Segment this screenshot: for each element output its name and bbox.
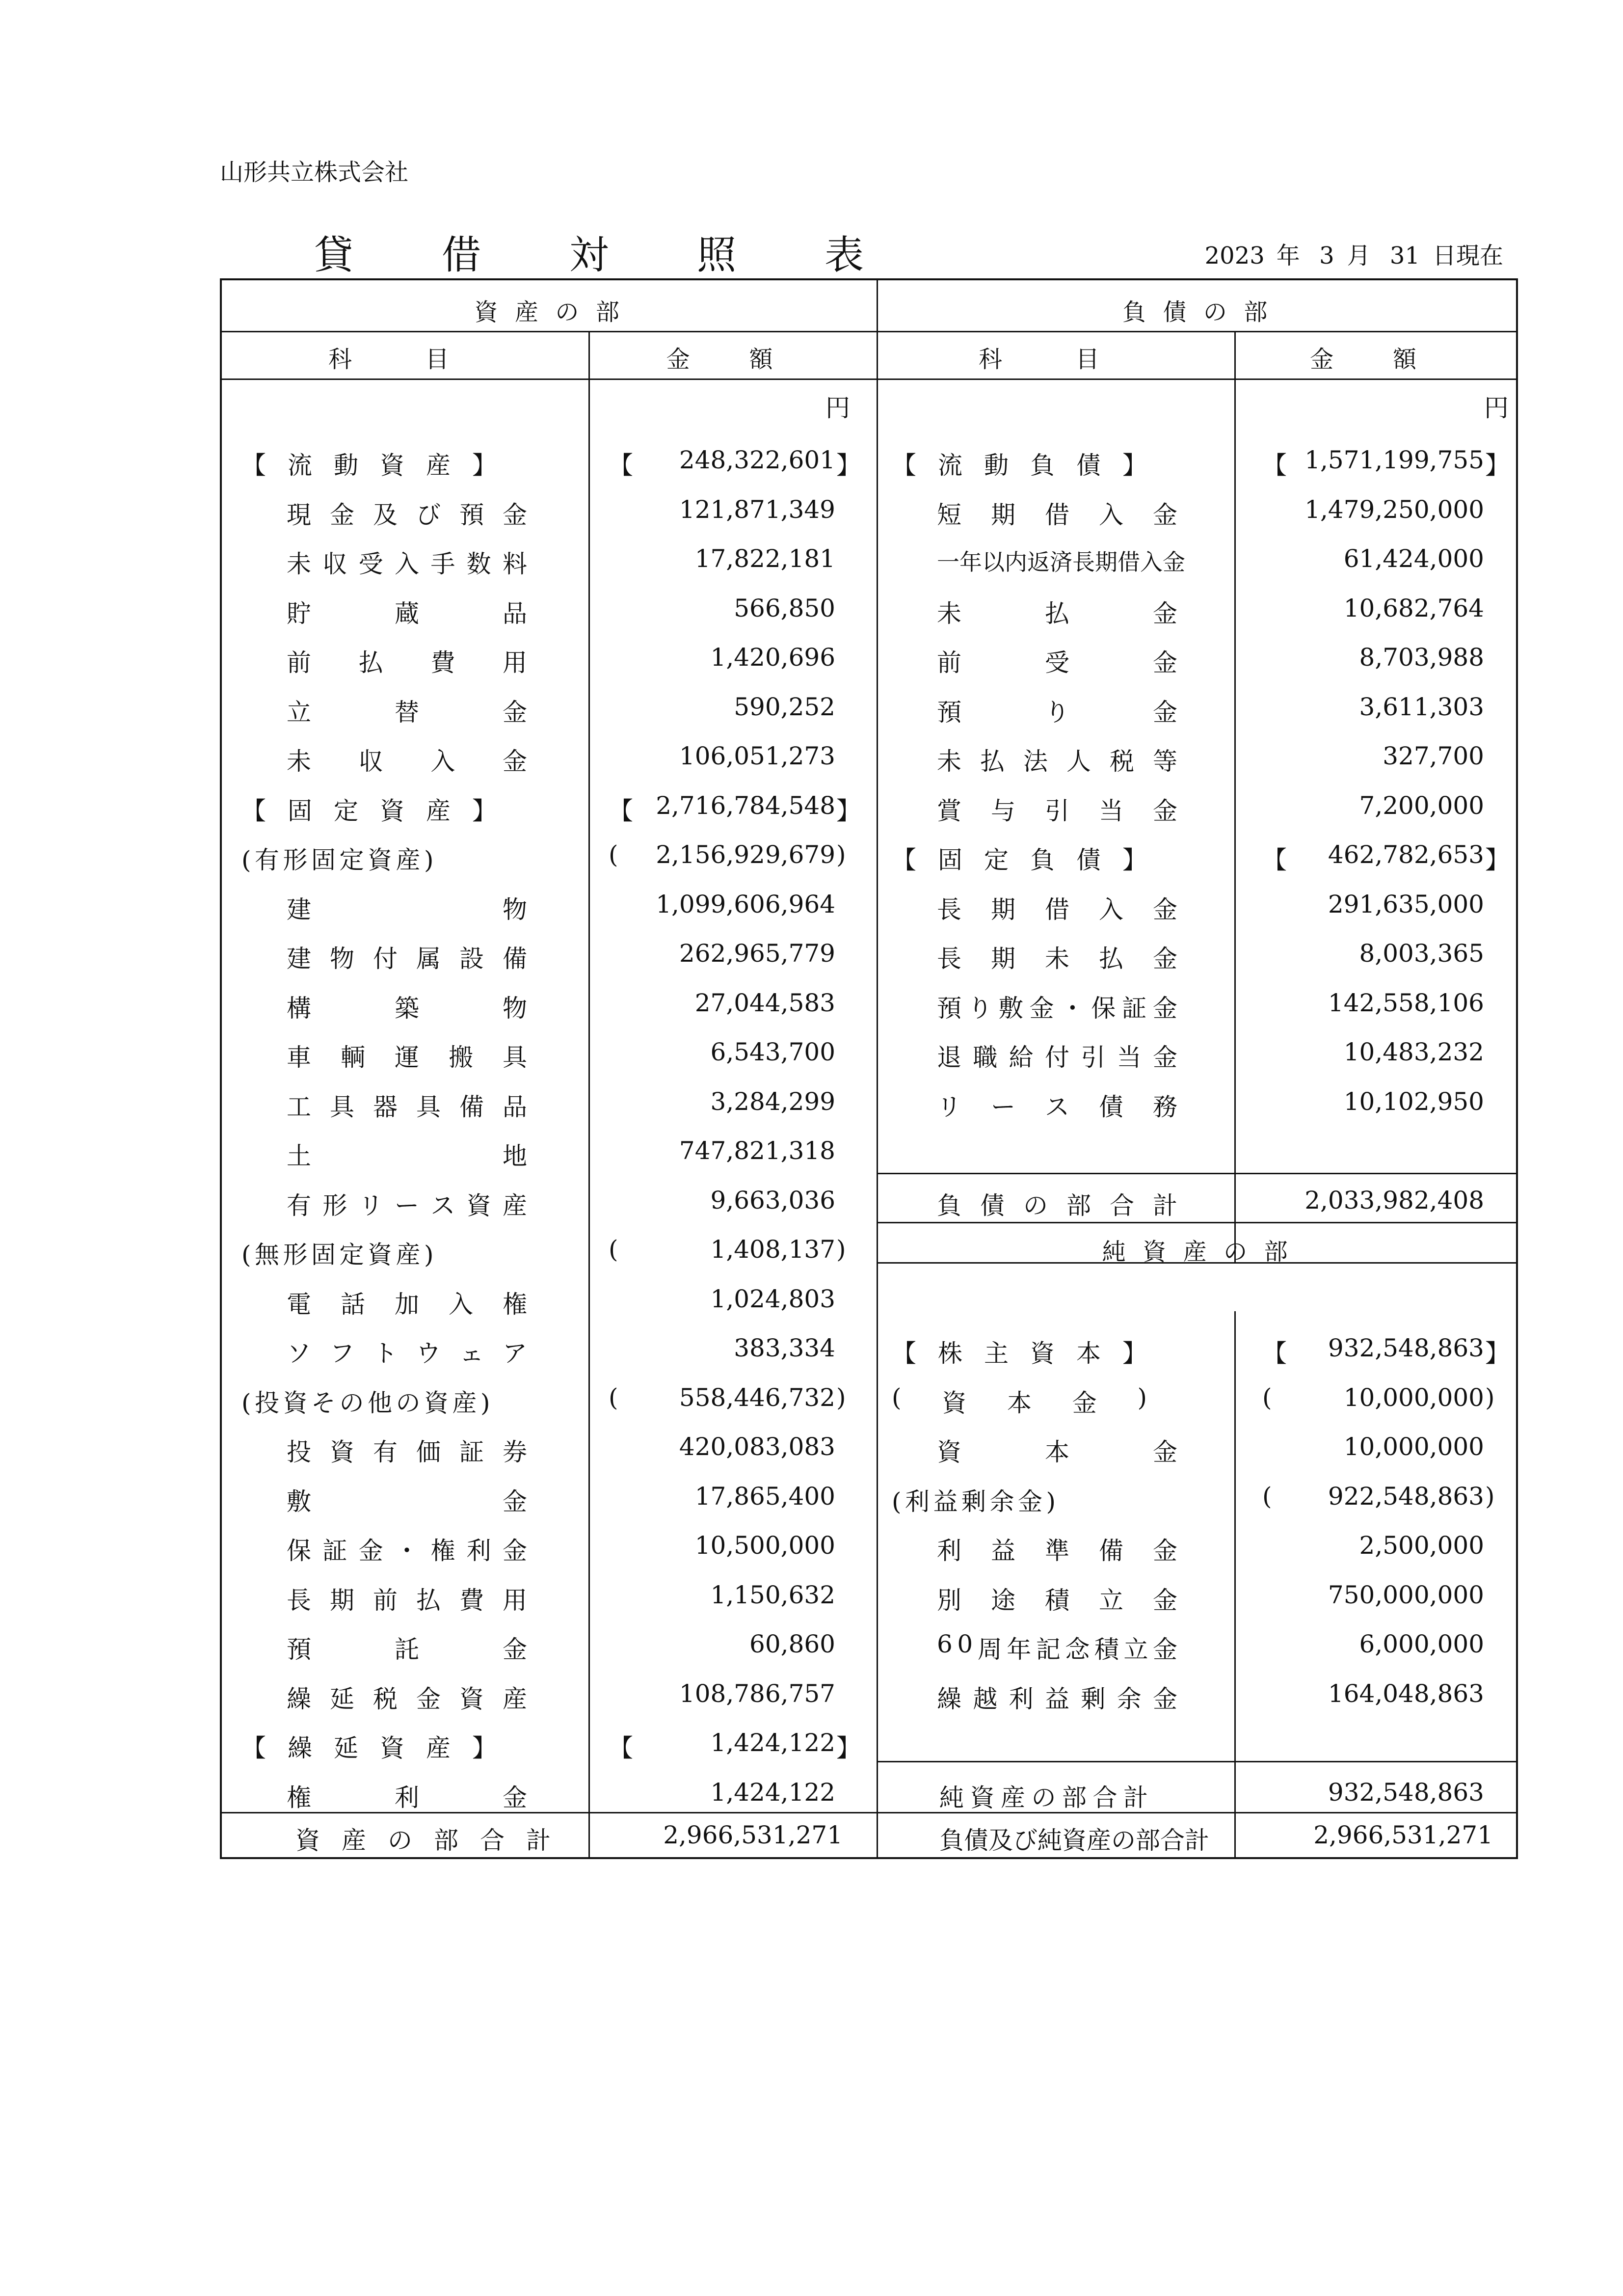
assets-section-header: 資 産 の 部 bbox=[474, 298, 624, 326]
liab-amount-header: 金 額 bbox=[1310, 346, 1442, 373]
title-char: 対 bbox=[569, 232, 609, 278]
liab-row-amount: 10,483,232 bbox=[1343, 1038, 1484, 1066]
asset-row-amount: 9,663,036 bbox=[710, 1186, 835, 1215]
liab-row-amount: 1,571,199,755 bbox=[1304, 446, 1484, 474]
asset-row-label: 保 証 金 ・ 権 利 金 bbox=[287, 1537, 527, 1565]
asset-row-amount: 2,156,929,679 bbox=[656, 840, 835, 869]
asset-row-amount: 558,446,732 bbox=[679, 1383, 835, 1412]
asset-row-amount: 590,252 bbox=[734, 692, 835, 721]
net-row-label: 資 本 金 bbox=[937, 1438, 1177, 1466]
column-header-line bbox=[222, 378, 1518, 380]
net-total-amount: 932,548,863 bbox=[1328, 1778, 1484, 1807]
asset-row-bracket-open: ( bbox=[609, 840, 618, 869]
net-assets-section-header: 純 資 産 の 部 bbox=[1102, 1238, 1293, 1266]
asset-row-label: 建 物 付 属 設 備 bbox=[287, 945, 527, 973]
asset-row-label: 貯 蔵 品 bbox=[287, 599, 527, 628]
asset-row-bracket-close: 】 bbox=[836, 796, 861, 825]
asset-row-label: (投資その他の資産) bbox=[241, 1388, 494, 1417]
liab-row-label: 長 期 借 入 金 bbox=[937, 895, 1177, 924]
asset-row-label: 敷 金 bbox=[287, 1487, 527, 1516]
net-total-label: 純資産の部合計 bbox=[939, 1783, 1154, 1812]
liab-row-amount: 7,200,000 bbox=[1359, 791, 1484, 820]
net-row-amount: 932,548,863 bbox=[1328, 1334, 1484, 1362]
net-row-bracket-open: 【 bbox=[1262, 1339, 1287, 1368]
liab-row-label: 前 受 金 bbox=[937, 648, 1177, 677]
asset-row-amount: 383,334 bbox=[734, 1334, 835, 1362]
asset-row-amount: 420,083,083 bbox=[679, 1432, 835, 1461]
asset-row-amount: 1,150,632 bbox=[710, 1580, 835, 1609]
liab-row-label: 【 流 動 負 債 】 bbox=[892, 451, 1147, 480]
liab-row-amount: 10,682,764 bbox=[1343, 594, 1484, 622]
net-row-amount: 10,000,000 bbox=[1343, 1383, 1484, 1412]
document-title bbox=[314, 223, 864, 280]
grand-total-label: 負債及び純資産の部合計 bbox=[939, 1826, 1209, 1855]
liab-row-bracket-close: 】 bbox=[1485, 846, 1510, 874]
asset-row-label: 権 利 金 bbox=[287, 1783, 527, 1812]
liab-row-amount: 327,700 bbox=[1383, 742, 1484, 770]
net-row-bracket-open: ( bbox=[1262, 1482, 1272, 1511]
liab-row-label: 短 期 借 入 金 bbox=[937, 500, 1177, 529]
asset-row-label: 建 物 bbox=[287, 895, 527, 924]
net-row-bracket-close: ) bbox=[1485, 1482, 1495, 1511]
liab-row-label: 預 り 敷 金 ・ 保 証 金 bbox=[937, 994, 1177, 1023]
asset-row-label: 電 話 加 入 権 bbox=[287, 1290, 527, 1319]
net-amount-divider bbox=[1234, 1311, 1236, 1859]
net-row-label: 利 益 準 備 金 bbox=[937, 1537, 1177, 1565]
asset-row-label: 有 形 リ ー ス 資 産 bbox=[287, 1191, 527, 1220]
liab-row-label: 預 り 金 bbox=[937, 698, 1177, 727]
liabilities-section-header: 負 債 の 部 bbox=[1122, 298, 1272, 326]
net-row-amount: 750,000,000 bbox=[1328, 1580, 1484, 1609]
title-char: 照 bbox=[697, 232, 736, 278]
asset-row-label: 長 期 前 払 費 用 bbox=[287, 1586, 527, 1615]
net-row-label: (利益剰余金) bbox=[892, 1487, 1060, 1516]
liab-row-amount: 61,424,000 bbox=[1343, 544, 1484, 573]
asset-row-bracket-open: ( bbox=[609, 1235, 618, 1264]
liab-row-bracket-close: 】 bbox=[1485, 451, 1510, 480]
liab-total-label: 負 債 の 部 合 計 bbox=[937, 1191, 1177, 1220]
assets-yen-unit: 円 bbox=[825, 394, 850, 422]
asset-row-amount: 10,500,000 bbox=[694, 1531, 835, 1560]
grand-total-amount: 2,966,531,271 bbox=[1313, 1821, 1493, 1849]
asset-row-label: 【 繰 延 資 産 】 bbox=[241, 1734, 497, 1762]
asset-row-amount: 3,284,299 bbox=[710, 1087, 835, 1116]
liab-row-amount: 8,003,365 bbox=[1359, 939, 1484, 968]
assets-subject-header: 科 目 bbox=[328, 346, 482, 373]
net-row-label: ( 資 本 金 ) bbox=[892, 1383, 1147, 1417]
asset-row-label: 工 具 器 具 備 品 bbox=[287, 1092, 527, 1121]
net-total-top-line bbox=[877, 1761, 1518, 1762]
asset-row-amount: 1,424,122 bbox=[710, 1729, 835, 1757]
asset-row-label: 構 築 物 bbox=[287, 994, 527, 1023]
liab-row-amount: 462,782,653 bbox=[1328, 840, 1484, 869]
asset-row-amount: 1,424,122 bbox=[710, 1778, 835, 1807]
liab-amount-divider bbox=[1234, 332, 1236, 1263]
asset-row-label: 【 流 動 資 産 】 bbox=[241, 451, 497, 480]
as-of-date bbox=[1205, 237, 1515, 270]
asset-row-amount: 106,051,273 bbox=[679, 742, 835, 770]
title-char: 借 bbox=[442, 232, 481, 278]
title-char: 表 bbox=[825, 232, 864, 278]
asset-row-amount: 248,322,601 bbox=[679, 446, 835, 474]
net-row-label: 6 0 周 年 記 念 積 立 金 bbox=[937, 1630, 1177, 1664]
assets-total-amount: 2,966,531,271 bbox=[663, 1821, 843, 1849]
liab-row-label: 一年以内返済長期借入金 bbox=[937, 549, 1185, 575]
date-year: 2023 bbox=[1204, 242, 1265, 270]
net-row-amount: 10,000,000 bbox=[1343, 1432, 1484, 1461]
asset-row-label: 【 固 定 資 産 】 bbox=[241, 796, 497, 825]
title-char: 貸 bbox=[314, 232, 353, 278]
liab-total-bottom-line bbox=[877, 1222, 1518, 1223]
liab-subject-header: 科 目 bbox=[979, 346, 1132, 373]
liab-row-amount: 142,558,106 bbox=[1328, 988, 1484, 1017]
balance-sheet-table bbox=[220, 278, 1518, 1859]
liab-row-label: 未 払 金 bbox=[937, 599, 1177, 628]
asset-row-amount: 27,044,583 bbox=[694, 988, 835, 1017]
liab-row-label: 賞 与 引 当 金 bbox=[937, 796, 1177, 825]
asset-row-label: 未 収 受 入 手 数 料 bbox=[287, 550, 527, 578]
asset-row-label: 現 金 及 び 預 金 bbox=[287, 500, 527, 529]
liab-row-label: 未 払 法 人 税 等 bbox=[937, 747, 1177, 776]
liab-total-amount: 2,033,982,408 bbox=[1304, 1186, 1484, 1215]
assets-amount-divider bbox=[588, 332, 590, 1859]
asset-row-bracket-open: 【 bbox=[609, 1734, 633, 1762]
liab-row-amount: 10,102,950 bbox=[1343, 1087, 1484, 1116]
net-row-label: 【 株 主 資 本 】 bbox=[892, 1339, 1147, 1368]
liab-yen-unit: 円 bbox=[1484, 394, 1509, 422]
net-row-label: 別 途 積 立 金 bbox=[937, 1586, 1177, 1615]
net-row-bracket-open: ( bbox=[1262, 1383, 1272, 1412]
asset-row-label: 投 資 有 価 証 券 bbox=[287, 1438, 527, 1466]
asset-row-label: 土 地 bbox=[287, 1142, 527, 1170]
net-row-amount: 6,000,000 bbox=[1359, 1630, 1484, 1658]
asset-row-amount: 1,420,696 bbox=[710, 643, 835, 672]
asset-row-label: 車 輌 運 搬 具 bbox=[287, 1043, 527, 1072]
asset-row-label: (有形固定資産) bbox=[241, 846, 438, 874]
asset-row-amount: 6,543,700 bbox=[710, 1038, 835, 1066]
liab-row-label: 退 職 給 付 引 当 金 bbox=[937, 1043, 1177, 1072]
liab-row-amount: 291,635,000 bbox=[1328, 890, 1484, 918]
asset-row-bracket-close: ) bbox=[836, 1235, 846, 1264]
liab-row-bracket-open: 【 bbox=[1262, 451, 1287, 480]
asset-row-amount: 566,850 bbox=[734, 594, 835, 622]
liab-row-amount: 3,611,303 bbox=[1359, 692, 1484, 721]
liab-row-label: 【 固 定 負 債 】 bbox=[892, 846, 1147, 874]
assets-amount-header: 金 額 bbox=[666, 346, 799, 373]
asset-row-bracket-open: 【 bbox=[609, 796, 633, 825]
company-name: 山形共立株式会社 bbox=[220, 159, 409, 186]
asset-row-bracket-open: ( bbox=[609, 1383, 618, 1412]
date-month: 3 bbox=[1319, 242, 1334, 270]
net-row-amount: 2,500,000 bbox=[1359, 1531, 1484, 1560]
asset-row-bracket-close: 】 bbox=[836, 1734, 861, 1762]
date-day: 31 bbox=[1389, 242, 1420, 270]
liab-row-amount: 8,703,988 bbox=[1359, 643, 1484, 672]
asset-row-label: (無形固定資産) bbox=[241, 1241, 438, 1269]
liab-row-bracket-open: 【 bbox=[1262, 846, 1287, 874]
asset-row-bracket-open: 【 bbox=[609, 451, 633, 480]
liab-row-label: リ ー ス 債 務 bbox=[937, 1092, 1177, 1121]
net-row-bracket-close: ) bbox=[1485, 1383, 1495, 1412]
asset-row-label: 立 替 金 bbox=[287, 698, 527, 727]
section-header-line bbox=[222, 331, 1518, 332]
asset-row-amount: 17,822,181 bbox=[694, 544, 835, 573]
assets-total-row bbox=[295, 1821, 551, 1856]
center-divider bbox=[877, 280, 878, 1859]
asset-row-label: 繰 延 税 金 資 産 bbox=[287, 1684, 527, 1713]
date-year-unit: 年 bbox=[1276, 242, 1300, 270]
asset-row-label: 預 託 金 bbox=[287, 1635, 527, 1664]
net-row-bracket-close: 】 bbox=[1485, 1339, 1510, 1368]
asset-row-bracket-close: 】 bbox=[836, 451, 861, 480]
asset-row-amount: 1,099,606,964 bbox=[656, 890, 835, 918]
asset-row-label: 未 収 入 金 bbox=[287, 747, 527, 776]
asset-row-amount: 1,408,137 bbox=[710, 1235, 835, 1264]
asset-row-amount: 108,786,757 bbox=[679, 1679, 835, 1708]
assets-total-label: 資 産 の 部 合 計 bbox=[295, 1826, 551, 1855]
net-row-amount: 164,048,863 bbox=[1328, 1679, 1484, 1708]
net-row-amount: 922,548,863 bbox=[1328, 1482, 1484, 1511]
asset-row-amount: 262,965,779 bbox=[679, 939, 835, 968]
date-month-unit: 月 bbox=[1347, 242, 1371, 270]
asset-row-label: ソ フ ト ウ ェ ア bbox=[287, 1339, 527, 1368]
liab-row-amount: 1,479,250,000 bbox=[1304, 495, 1484, 524]
asset-row-amount: 121,871,349 bbox=[679, 495, 835, 524]
asset-row-amount: 60,860 bbox=[749, 1630, 835, 1658]
asset-row-bracket-close: ) bbox=[836, 840, 846, 869]
asset-row-amount: 2,716,784,548 bbox=[656, 791, 835, 820]
asset-row-amount: 1,024,803 bbox=[710, 1284, 835, 1313]
asset-row-label: 前 払 費 用 bbox=[287, 648, 527, 677]
date-suffix: 日現在 bbox=[1432, 242, 1503, 270]
asset-row-bracket-close: ) bbox=[836, 1383, 846, 1412]
net-row-label: 繰 越 利 益 剰 余 金 bbox=[937, 1684, 1177, 1713]
asset-row-amount: 747,821,318 bbox=[679, 1136, 835, 1165]
liab-total-top-line bbox=[877, 1173, 1518, 1174]
liab-row-label: 長 期 未 払 金 bbox=[937, 945, 1177, 973]
asset-row-amount: 17,865,400 bbox=[694, 1482, 835, 1511]
